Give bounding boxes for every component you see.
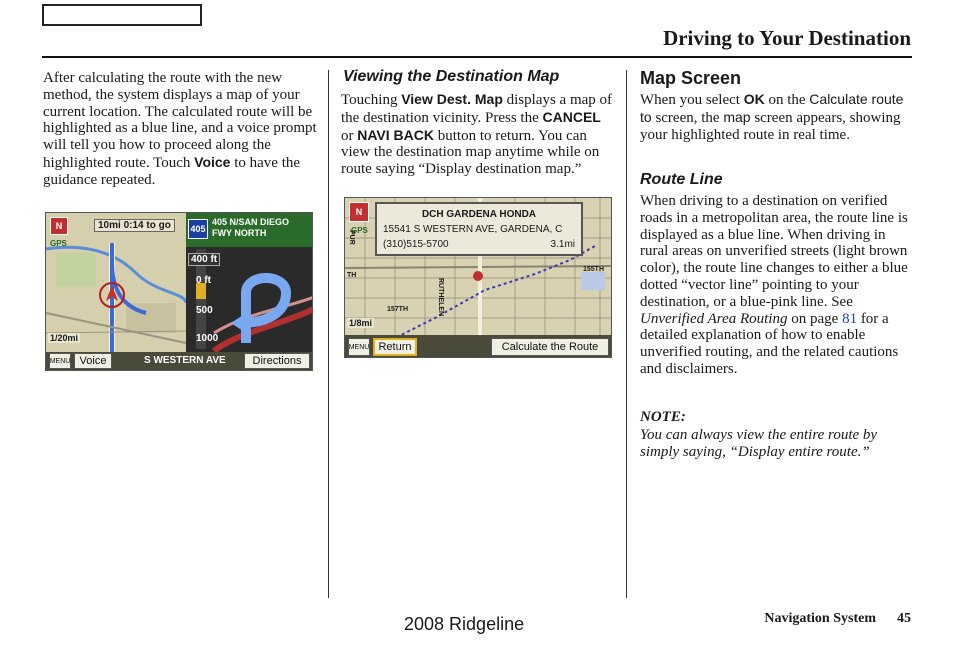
note-text: You can always view the entire route by simply saying, “Display entire route.” [640, 427, 878, 460]
map-screen-heading: Map Screen [640, 68, 742, 88]
cancel-term: CANCEL [542, 108, 601, 125]
map-scale[interactable]: 1/8mi [349, 318, 373, 328]
intro-text-a: After calculating the route with the new method, the system displays a map of your current location. The calculated route will be highlighted as a blue line, and a voice prompt will tell you how to proceed along the highlighted route. Touch [43, 70, 317, 171]
calculate-route-term: Calculate route to [640, 91, 904, 125]
route-distance-time: 10mi 0:14 to go [94, 219, 175, 232]
ms-text-3: screen, the [655, 109, 720, 126]
menu-button[interactable]: MENU [49, 353, 71, 369]
view-dest-map-term: View Dest. Map [401, 91, 503, 107]
destination-map-screenshot [344, 197, 612, 358]
calculate-route-button[interactable]: Calculate the Route [491, 338, 609, 356]
street-label-pur: PUR [348, 230, 355, 245]
footer-model: 2008 Ridgeline [404, 614, 525, 634]
rl-text-1: When driving to a destination on verified roads in a metropolitan area, the route line is displayed as a blue line. When driving in rural areas on unverified streets (light brown color), the route line changes to either a blue dotted “vector line” pointing to your destination, or a blue-pink line. See [640, 193, 908, 310]
highway-label [212, 217, 289, 239]
note-label: NOTE: [640, 409, 686, 425]
interstate-shield-icon: 405 [188, 219, 208, 239]
map-scale[interactable]: 1/20mi [50, 333, 79, 343]
route-line-paragraph [640, 193, 912, 378]
menu-button[interactable]: MENU [348, 338, 370, 356]
street-label-155th: 155TH [583, 266, 605, 273]
viewing-destination-heading: Viewing the Destination Map [343, 68, 560, 85]
directions-button[interactable]: Directions [244, 353, 310, 369]
header-rule [42, 56, 912, 58]
ms-text-1: When you select [640, 92, 740, 108]
gps-indicator: GPS [351, 226, 368, 235]
street-label-ruthelen: RUTHELEN [437, 278, 444, 317]
north-arrow-icon[interactable]: N [349, 202, 369, 222]
footer-section: Navigation System [764, 611, 876, 626]
rl-text-2: on page [791, 310, 839, 327]
ms-text-4: screen appears, showing your highlighted route in real time. [640, 109, 901, 143]
column-divider-1 [328, 70, 329, 598]
destination-info-popup [375, 202, 583, 256]
vd-text-3: button to return. You can view the destination map anytime while on route saying “Display destination map.” [341, 127, 600, 178]
map-term: map [723, 108, 751, 125]
route-line-heading: Route Line [640, 171, 723, 188]
destination-phone: (310)515-5700 [383, 239, 449, 250]
footer-page-info [764, 611, 911, 627]
current-street-label: S WESTERN AVE [144, 355, 226, 366]
vd-text-1: Touching [341, 92, 398, 108]
street-label-157th: 157TH [387, 306, 409, 313]
destination-name: DCH GARDENA HONDA [421, 209, 537, 220]
page-title: Driving to Your Destination [663, 26, 911, 50]
vd-text-2: displays a map of the destination vicinity. Press the [341, 92, 613, 126]
rl-text-3: for a detailed explanation of how to enable unverified routing, and the related cautions and disclaimers. [640, 310, 899, 377]
page-number: 45 [897, 611, 911, 626]
vd-text-or: or [341, 127, 354, 144]
voice-term: Voice [194, 153, 231, 170]
destination-address: 15541 S WESTERN AVE, GARDENA, C [383, 224, 563, 235]
header-tab-box [42, 4, 202, 26]
unverified-routing-ref: Unverified Area Routing [640, 310, 788, 327]
distance-0ft: 0 ft [196, 275, 211, 286]
guidance-map-screenshot [45, 212, 313, 371]
street-label-th: TH [347, 272, 357, 279]
return-button[interactable]: Return [373, 338, 417, 356]
highway-label-line1: 405 N/SAN DIEGO [212, 217, 290, 227]
navi-back-term: NAVI BACK [357, 126, 434, 143]
highway-label-line2: FWY NORTH [212, 228, 267, 238]
column-divider-2 [626, 70, 627, 598]
map-screen-paragraph [640, 91, 912, 143]
distance-1000: 1000 [196, 333, 219, 344]
north-arrow-icon[interactable]: N [50, 217, 68, 235]
ok-term: OK [743, 91, 765, 107]
intro-paragraph [43, 70, 319, 189]
voice-button[interactable]: Voice [74, 353, 112, 369]
ms-text-2: on the [768, 92, 806, 108]
viewing-destination-paragraph [341, 91, 617, 178]
intro-text-b: to have the guidance repeated. [43, 154, 301, 188]
gps-indicator: GPS [50, 239, 67, 248]
distance-400ft: 400 ft [188, 253, 220, 266]
destination-distance: 3.1mi [550, 239, 575, 250]
distance-500: 500 [196, 305, 213, 316]
page-81-link[interactable]: 81 [842, 310, 858, 327]
